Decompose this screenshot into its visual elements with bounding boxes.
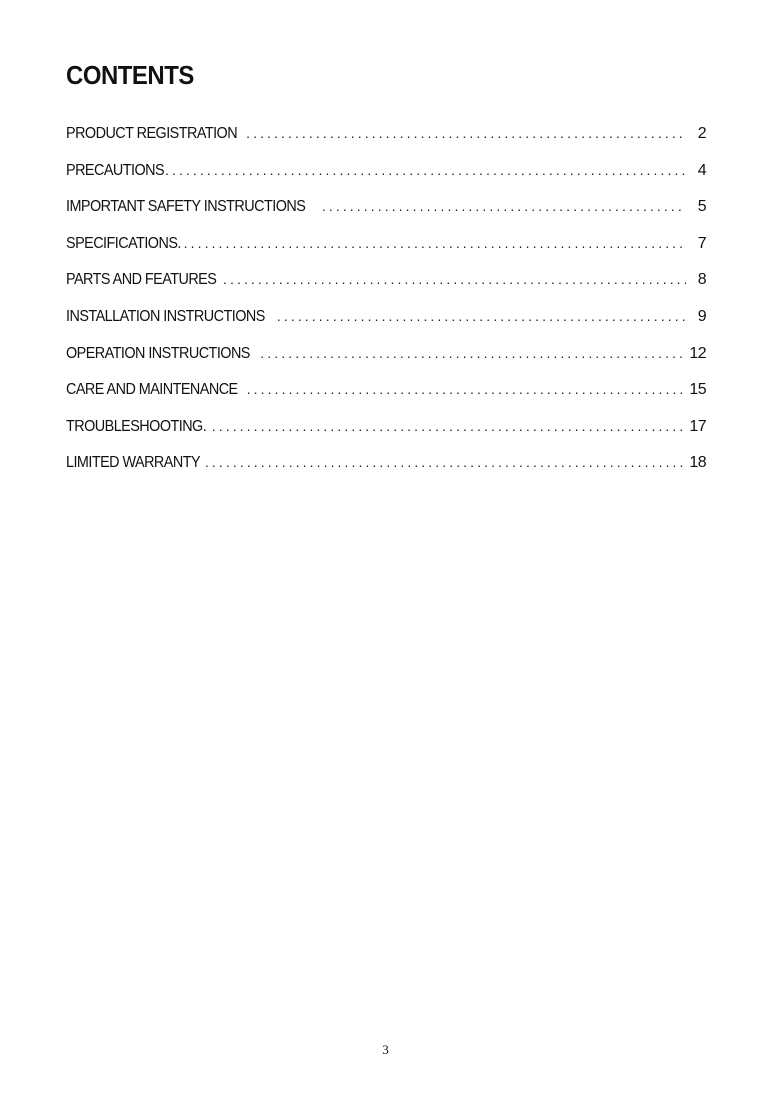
toc-entry-label: PARTS AND FEATURES <box>66 271 217 289</box>
toc-entry-operation-instructions[interactable] <box>66 345 706 382</box>
dot-leader <box>165 162 686 178</box>
toc-entry-product-registration[interactable] <box>66 125 706 162</box>
dot-leader <box>212 418 684 434</box>
toc-entry-label: SPECIFICATIONS. <box>66 234 181 252</box>
toc-entry-important-safety-instructions[interactable] <box>66 198 706 235</box>
page-number: 3 <box>382 1042 389 1057</box>
page-title: CONTENTS <box>66 60 194 90</box>
dot-leader <box>322 198 686 214</box>
toc-entry-parts-and-features[interactable] <box>66 271 706 308</box>
toc-entry-page: 5 <box>697 198 706 216</box>
toc-entry-page: 12 <box>689 344 706 362</box>
toc-entry-page: 18 <box>689 454 706 472</box>
toc-entry-label: CARE AND MAINTENANCE <box>66 381 238 399</box>
table-of-contents <box>66 125 706 491</box>
toc-entry-care-and-maintenance[interactable] <box>66 381 706 418</box>
toc-entry-page: 2 <box>697 125 706 142</box>
toc-entry-limited-warranty[interactable] <box>66 454 706 491</box>
toc-entry-label: IMPORTANT SAFETY INSTRUCTIONS <box>66 198 306 216</box>
toc-entry-label: PRECAUTIONS <box>66 161 165 179</box>
dot-leader <box>247 381 684 397</box>
dot-leader <box>184 235 686 251</box>
dot-leader <box>260 345 683 361</box>
toc-entry-page: 8 <box>697 271 706 289</box>
toc-entry-label: TROUBLESHOOTING. <box>66 417 207 435</box>
toc-entry-troubleshooting[interactable] <box>66 418 706 455</box>
dot-leader <box>277 308 686 324</box>
toc-entry-label: PRODUCT REGISTRATION <box>66 125 238 142</box>
toc-entry-label: OPERATION INSTRUCTIONS <box>66 344 250 362</box>
dot-leader <box>246 125 686 141</box>
toc-entry-installation-instructions[interactable] <box>66 308 706 345</box>
toc-entry-precautions[interactable] <box>66 162 706 199</box>
toc-entry-label: LIMITED WARRANTY <box>66 454 201 472</box>
toc-entry-page: 7 <box>697 234 706 252</box>
toc-entry-page: 15 <box>689 381 706 399</box>
toc-entry-page: 17 <box>689 417 706 435</box>
dot-leader <box>223 271 686 287</box>
toc-entry-page: 9 <box>697 307 706 325</box>
toc-entry-page: 4 <box>697 161 706 179</box>
toc-entry-specifications[interactable] <box>66 235 706 272</box>
toc-entry-label: INSTALLATION INSTRUCTIONS <box>66 307 265 325</box>
dot-leader <box>205 454 683 470</box>
